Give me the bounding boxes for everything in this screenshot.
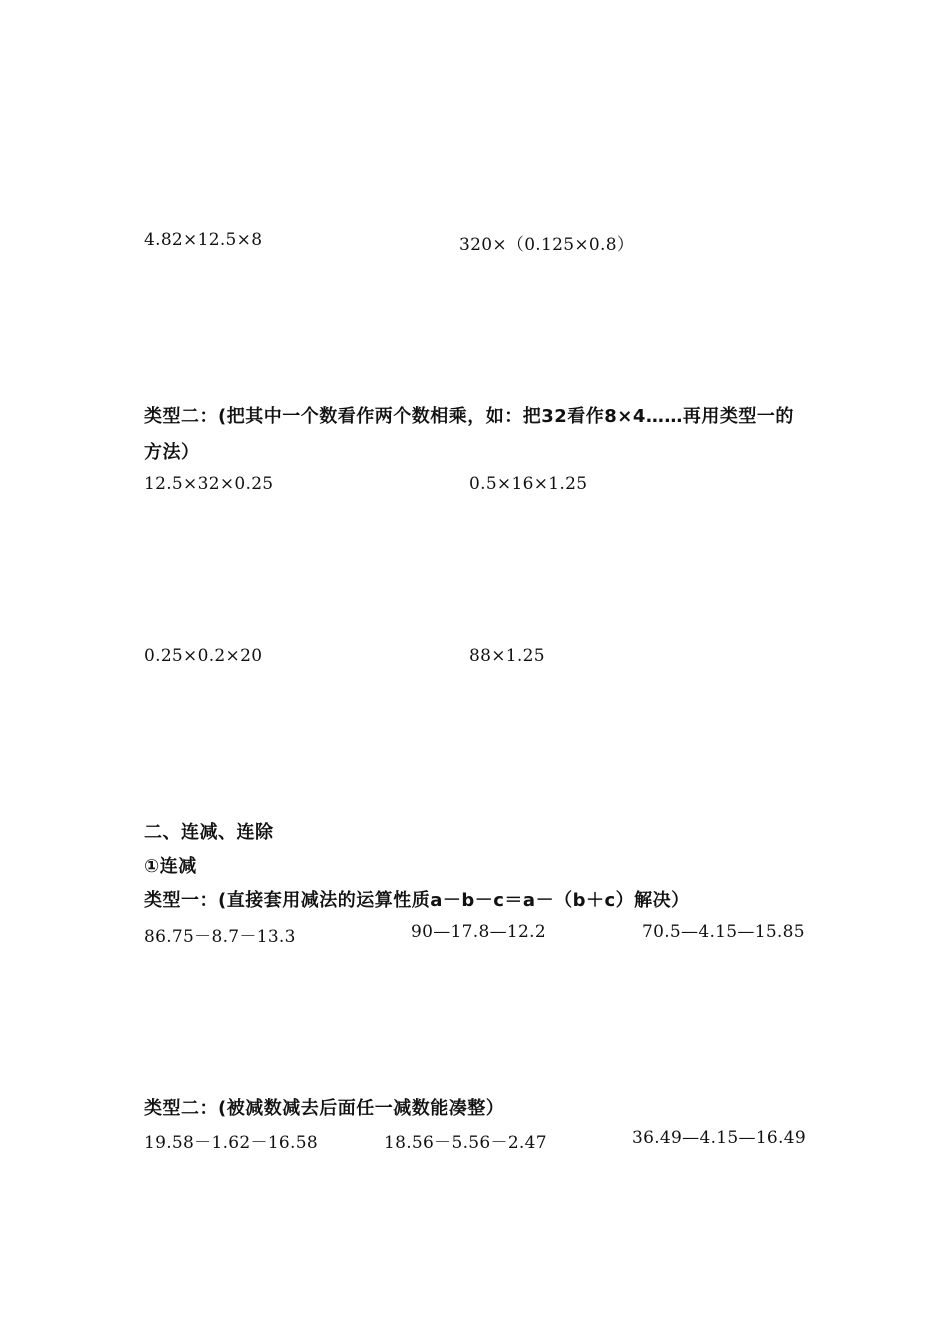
expr-88x1-25: 88×1.25 — [469, 646, 545, 666]
section-subtitle: ①连减 — [144, 856, 197, 877]
expr-320: 320×（0.125×0.8） — [459, 235, 635, 255]
expr-90: 90—17.8—12.2 — [411, 922, 546, 942]
type2-heading-line1: 类型二：(把其中一个数看作两个数相乘，如：把32看作8×4……再用类型一的 — [144, 406, 794, 427]
expr-18-56: 18.56－5.56－2.47 — [384, 1133, 547, 1153]
expr-86-75: 86.75－8.7－13.3 — [144, 927, 296, 947]
expr-0-25x0-2: 0.25×0.2×20 — [144, 646, 263, 666]
expr-19-58: 19.58－1.62－16.58 — [144, 1133, 318, 1153]
type1-heading: 类型一：(直接套用减法的运算性质a－b－c＝a－（b＋c）解决） — [144, 890, 690, 911]
expr-36-49: 36.49—4.15—16.49 — [632, 1128, 806, 1148]
type2-heading-sub: 类型二：(被减数减去后面任一减数能凑整） — [144, 1098, 505, 1119]
expr-70-5: 70.5—4.15—15.85 — [642, 922, 805, 942]
expr-4-82: 4.82×12.5×8 — [144, 230, 263, 250]
expr-0-5x16: 0.5×16×1.25 — [469, 474, 588, 494]
section-title: 二、连减、连除 — [144, 822, 274, 843]
expr-12-5x32: 12.5×32×0.25 — [144, 474, 274, 494]
type2-heading-line2: 方法） — [144, 442, 200, 463]
